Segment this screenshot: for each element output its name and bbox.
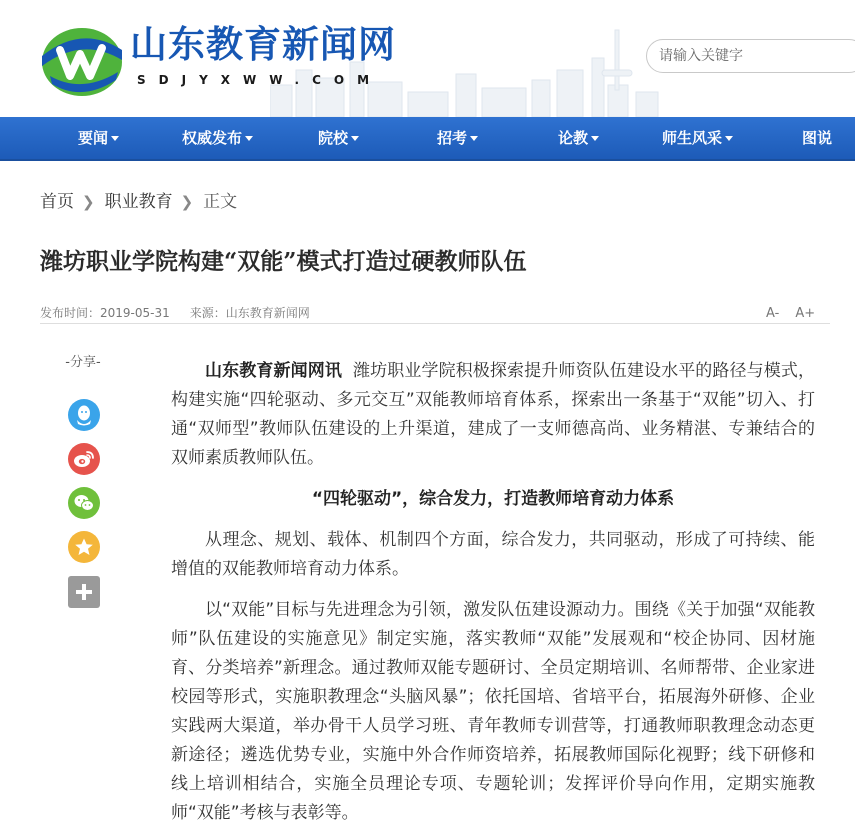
breadcrumb-section-link[interactable]: 职业教育 [104,192,173,212]
nav-item-label: 院校 [318,129,349,147]
site-domain: SDJYXWW.COM [137,73,383,87]
share-qq-button[interactable] [68,399,100,431]
article-paragraph-text: 潍坊职业学院积极探索提升师资队伍建设水平的路径与模式，构建实施“四轮驱动、多元交互”双能教师培育体系，探索出一条基于“双能”切入、打通“双师型”教师队伍建设的上升渠道，建成了一支师德高尚、业务精湛、专兼结合的双师素质教师队伍。 [171,361,816,468]
article-title: 潍坊职业学院构建“双能”模式打造过硬教师队伍 [40,248,527,275]
font-size-controls [766,306,815,322]
share-weibo-button[interactable] [68,443,100,475]
chevron-down-icon [351,136,359,141]
article-body [171,357,815,840]
breadcrumb-current: 正文 [203,192,238,212]
article-paragraph: 以“双能”目标与先进理念为引领，激发队伍建设源动力。围绕《关于加强“双能教师”队伍建设的实施意见》制定实施，落实教师“双能”发展观和“校企协同、因材施育、分类培养”新理念。通过教师双能专题研讨、全员定期培训、名师帮带、企业家进校园等形式，实施职教理念“头脑风暴”；依托国培、省培平台，拓展海外研修、企业实践两大渠道，举办骨干人员学习班、青年教师专训营等，打通教师职教理念动态更新途径；遴选优势专业，实施中外合作师资培养，拓展教师国际化视野；线下研修和线上培训相结合，实施全员理论专项、专题轮训；发挥评价导向作用，定期实施教师“双能”考核与表彰等。 [171,600,815,823]
chevron-right-icon: ❯ [82,193,95,211]
nav-item-education-forum[interactable] [558,117,599,159]
font-smaller-button[interactable]: A- [766,306,780,321]
nav-item-label: 招考 [437,129,468,147]
chevron-down-icon [245,136,253,141]
nav-item-official-release[interactable] [182,117,253,159]
site-name: 山东教育新闻网 [130,22,396,66]
nav-item-label: 要闻 [78,129,109,147]
article-meta [40,304,310,322]
nav-item-label: 图说 [802,129,833,147]
article-subheading: “四轮驱动”，综合发力，打造教师培育动力体系 [311,489,675,509]
plus-icon [74,582,94,602]
share-qzone-button[interactable] [68,531,100,563]
chevron-right-icon: ❯ [180,193,194,211]
article-lead: 山东教育新闻网讯 [205,361,342,381]
wechat-icon [73,493,95,513]
breadcrumb [40,190,237,214]
chevron-down-icon [470,136,478,141]
font-larger-button[interactable]: A+ [795,306,816,321]
article-paragraph: 从理念、规划、载体、机制四个方面，综合发力，共同驱动，形成了可持续、能增值的双能教师培育动力体系。 [171,530,815,579]
nav-item-teacher-student-showcase[interactable] [662,117,733,159]
chevron-down-icon [591,136,599,141]
site-header [0,0,855,117]
chevron-down-icon [725,136,733,141]
article-source: 来源：山东教育新闻网 [189,306,310,320]
article-paragraph [171,357,815,473]
qq-icon [74,404,94,426]
nav-item-exams[interactable] [437,117,478,159]
weibo-icon [73,449,95,469]
share-more-button[interactable] [68,576,100,608]
breadcrumb-home-link[interactable]: 首页 [40,192,74,212]
nav-item-colleges[interactable] [318,117,359,159]
search-input[interactable] [646,39,855,73]
nav-item-label: 论教 [558,129,589,147]
nav-item-label: 权威发布 [182,129,243,147]
chevron-down-icon [111,136,119,141]
qzone-star-icon [74,537,94,557]
nav-item-news[interactable] [78,117,119,159]
nav-item-label: 师生风采 [662,129,723,147]
main-nav [0,117,855,161]
divider [40,323,830,324]
logo-icon [38,20,126,102]
share-label: -分享- [65,355,101,370]
publish-time: 发布时间：2019-05-31 [40,306,170,320]
share-wechat-button[interactable] [68,487,100,519]
nav-item-photo-story[interactable] [802,117,832,159]
